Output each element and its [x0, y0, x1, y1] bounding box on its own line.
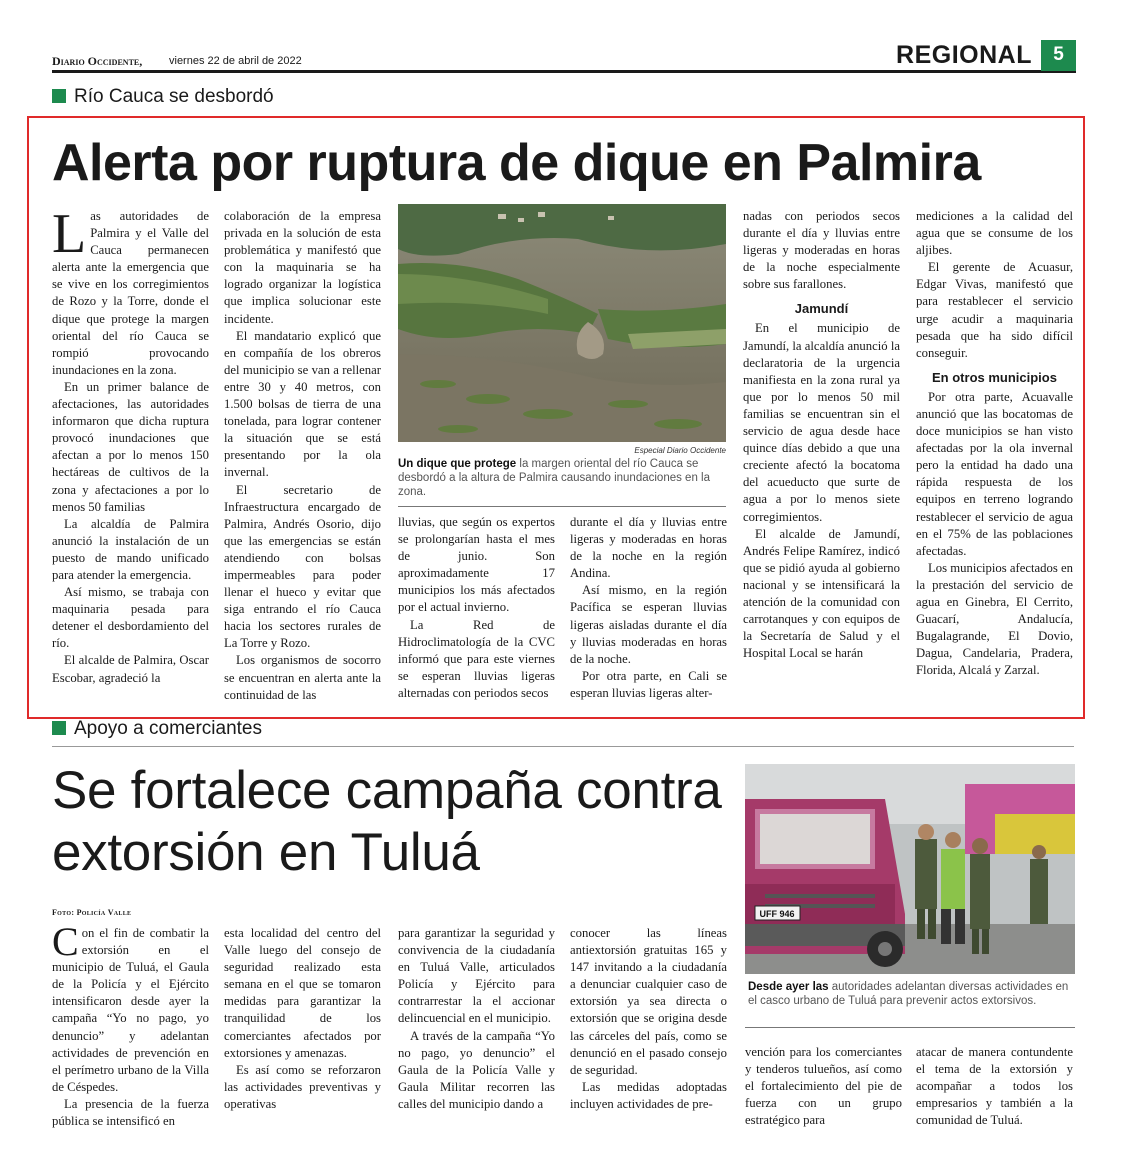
paragraph: colaboración de la empresa privada en la solución de esta problemática y manifestó que con la maquinaria se ha logrado organizar la logística que implica solucionar este incidente.	[224, 209, 381, 326]
article1-column-6	[916, 208, 1073, 679]
divider	[52, 746, 1074, 747]
paragraph: El alcalde de Palmira, Oscar Escobar, agradeció la	[52, 653, 209, 685]
paragraph: mediciones a la calidad del agua que se consume de los aljibes.	[916, 209, 1073, 258]
paragraph: Los municipios afectados en la prestación del servicio de agua en Ginebra, El Cerrito, Guacarí, Andalucía, Bugalagrande, El Dovio, Dagua, Candelaria, Pradera, Florida, Alcalá y Zarzal.	[916, 560, 1073, 678]
dropcap-letter: L	[52, 203, 87, 265]
article2-column-3	[398, 925, 555, 1113]
article1-column-4	[570, 514, 727, 702]
patrol-truck-image	[745, 764, 1075, 974]
divider	[398, 506, 726, 507]
paragraph: para garantizar la seguridad y convivencia de la ciudadanía en Tuluá Valle, articulados Policía y Ejército para contrarrestar la el accionar delincuencial en el municipio.	[398, 926, 555, 1026]
paragraph: lluvias, que según os expertos se prolongarían hasta el mes de junio. Son aproximadamente 17 municipios los más afectados por el actual invierno.	[398, 515, 555, 615]
article1-column-2	[224, 208, 381, 704]
article1-photo-flood-aerial	[398, 204, 726, 442]
flood-aerial-image	[398, 204, 726, 442]
paragraph: Las medidas adoptadas incluyen actividades de pre-	[570, 1079, 727, 1111]
issue-date: viernes 22 de abril de 2022	[169, 55, 302, 67]
dropcap-letter: C	[52, 919, 79, 964]
newspaper-name: Diario Occidente,	[52, 54, 143, 68]
paragraph: A través de la campaña “Yo no pago, yo denuncio” el Gaula de la Policía Valle y Gaula Militar recorren las calles del municipio dando a	[398, 1028, 555, 1111]
paragraph: El gerente de Acuasur, Edgar Vivas, manifestó que para restablecer el servicio urge acudir a maquinaria pesada que ha sido difícil conseguir.	[916, 260, 1073, 360]
article2-column-6	[916, 1044, 1073, 1129]
paragraph: atacar de manera contundente el tema de la extorsión y acompañar a todos los empresarios y también a la comunidad de Tuluá.	[916, 1045, 1073, 1128]
paragraph: La Red de Hidroclimatología de la CVC informó que para este viernes se esperan lluvias ligeras alternadas con periodos secos	[398, 617, 555, 700]
article1-column-5	[743, 208, 900, 662]
article2-column-4	[570, 925, 727, 1113]
divider	[745, 1027, 1075, 1028]
paragraph: Así mismo, en la región Pacífica se esperan lluvias ligeras aisladas durante el día y lluvias moderadas en horas de la noche.	[570, 583, 727, 666]
article1-lead-paragraph: Las autoridades de Palmira y el Valle del Cauca permanecen alerta ante la emergencia que se vive en los corregimientos de Rozo y la Torre, donde el dique que protege la margen oriental del río Cauca se rompió provocando inundaciones en la zona.	[52, 203, 209, 377]
paragraph: El secretario de Infraestructura encargado de Palmira, Andrés Osorio, dijo que las emergencias se están atendiendo con bolsas impermeables para poder llenar el hueco y evitar que siga entrando el río Cauca hacia los sectores rurales de La Torre y Rozo.	[224, 482, 381, 651]
section-title: REGIONAL	[896, 41, 1032, 69]
article2-photo-credit: Foto: Policía Valle	[52, 908, 132, 917]
green-square-icon	[52, 721, 66, 735]
page-number-badge: 5	[1041, 40, 1076, 71]
subhead-otros-municipios: En otros municipios	[932, 369, 1057, 385]
truck-license-plate: UFF 946	[759, 909, 795, 919]
paragraph: Es así como se reforzaron las actividades preventivas y operativas	[224, 1062, 381, 1111]
paragraph: El alcalde de Jamundí, Andrés Felipe Ramírez, indicó que se pidió ayuda al gobierno nacional y se intensificará la atención de la comunidad con carrotanques y con equipos de la Secretaría de Salud y el Hospital Local se harán	[743, 526, 900, 661]
paragraph: En un primer balance de afectaciones, las autoridades informaron que dicha ruptura provocó inundaciones que afectan a por lo menos 150 hectáreas de cultivos de la zona y afectaciones a por lo menos 50 familias	[52, 379, 209, 514]
article2-headline: Se fortalece campaña contra extorsión en Tuluá	[52, 761, 722, 882]
paragraph: conocer las líneas antiextorsión gratuitas 165 y 147 invitando a la ciudadanía a denunciar cualquier caso de extorsión ya sea directa o extorsión que se origina desde las cárceles del país, como se denunció en el pasado consejo de seguridad.	[570, 926, 727, 1077]
article2-kicker: Apoyo a comerciantes	[52, 718, 262, 740]
page-header	[52, 40, 1076, 73]
paragraph: durante el día y lluvias entre ligeras y moderadas en horas de la noche en la región Andina.	[570, 515, 727, 581]
paragraph: vención para los comerciantes y tenderos tulueños, así como el fortalecimiento del pie de fuerza con un grupo estratégico para	[745, 1045, 902, 1128]
article1-column-1	[52, 203, 209, 687]
paragraph: Los organismos de socorro se encuentran en alerta ante la continuidad de las	[224, 653, 381, 702]
article2-lead-paragraph: Con el fin de combatir la extorsión en el municipio de Tuluá, el Gaula de la Policía y el Ejército intensificaron desde ayer la campaña “Yo no pago, yo denuncio” y adelantan actividades de prevención en el perímetro urbano de la Villa de Céspedes.	[52, 919, 209, 1094]
paragraph: La presencia de la fuerza pública se intensificó en	[52, 1096, 209, 1129]
article1-headline: Alerta por ruptura de dique en Palmira	[52, 134, 981, 192]
paragraph: Por otra parte, en Cali se esperan lluvias ligeras alter-	[570, 668, 727, 700]
article2-photo-caption: Desde ayer las autoridades adelantan diversas actividades en el casco urbano de Tuluá para prevenir actos extorsivos.	[748, 981, 1069, 1007]
subhead-jamundi: Jamundí	[794, 301, 849, 317]
paragraph: La alcaldía de Palmira anunció la instalación de un puesto de mando unificado para atender la emergencia.	[52, 516, 209, 582]
paragraph: nadas con periodos secos durante el día y lluvias entre ligeras y moderadas en horas de la noche especialmente sobre sus farallones.	[743, 209, 900, 292]
article1-photo-caption: Un dique que protege la margen oriental del río Cauca se desbordó a la altura de Palmira causando inundaciones en la zona.	[398, 458, 710, 498]
article2-column-2	[224, 925, 381, 1113]
paragraph: esta localidad del centro del Valle luego del consejo de seguridad realizado esta semana en el que se tomaron medidas para garantizar la tranquilidad de los comerciantes afectados por extorsiones y amenazas.	[224, 926, 381, 1060]
paragraph: Por otra parte, Acuavalle anunció que las bocatomas de doce municipios se han visto afectadas por la ola invernal pero la entidad ha dado una rápida respuesta de los equipos en terreno logrando restablecer el servicio de agua en el 75% de las poblaciones afectadas.	[916, 389, 1073, 558]
paragraph: El mandatario explicó que en compañía de los obreros del municipio se van a rellenar entre 30 y 40 metros, con 1.500 bolsas de tierra de una tonelada, para lograr contener la situación que se está presentando por la ola invernal.	[224, 328, 381, 480]
article2-column-5	[745, 1044, 902, 1129]
paragraph: En el municipio de Jamundí, la alcaldía anunció la declaratoria de la urgencia manifiesta en la zona rural ya que por lo menos 50 mil familias se encuentran sin el servicio de agua desde hace quince días debido a que una creciente afectó la bocatoma del acueducto que surte de agua a por lo menos siete corregimientos.	[743, 321, 900, 524]
article2-column-1	[52, 919, 209, 1130]
article2-photo-patrol	[745, 764, 1075, 974]
article1-photo-credit: Especial Diario Occidente	[634, 446, 726, 455]
article1-kicker: Río Cauca se desbordó	[52, 86, 274, 108]
article1-column-3	[398, 514, 555, 702]
green-square-icon	[52, 89, 66, 103]
paragraph: Así mismo, se trabaja con maquinaria pesada para detener el desbordamiento del río.	[52, 585, 209, 651]
